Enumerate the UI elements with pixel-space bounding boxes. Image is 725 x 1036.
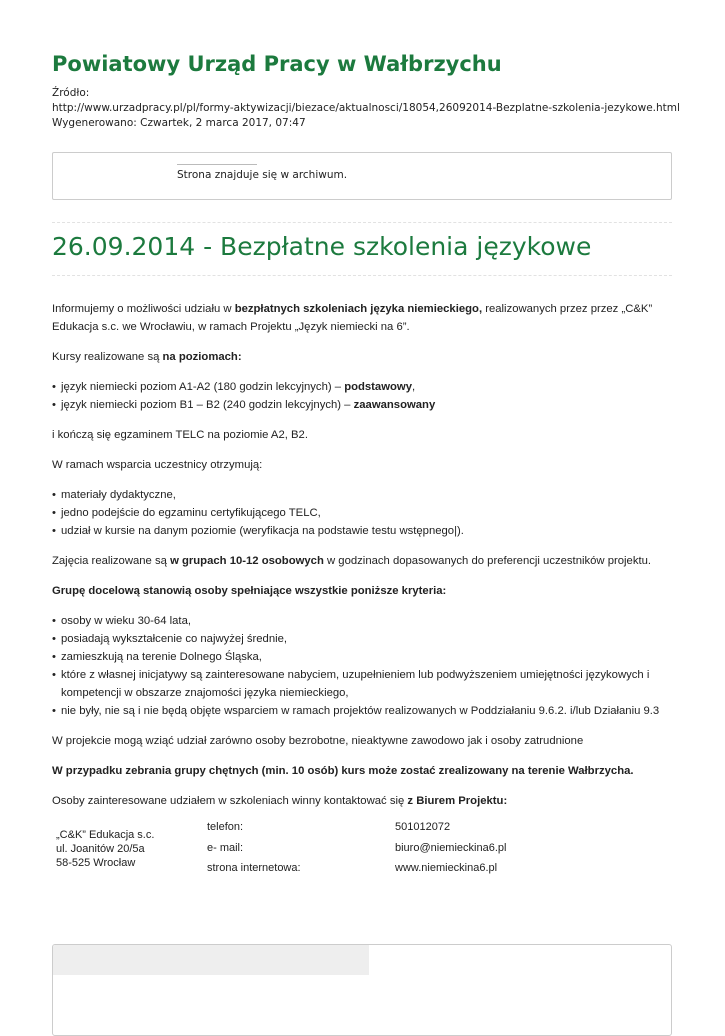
list-item xyxy=(52,396,677,414)
org-address xyxy=(56,828,154,870)
groups-paragraph xyxy=(52,552,677,570)
generated-date: Wygenerowano: Czwartek, 2 marca 2017, 07:47 xyxy=(52,117,306,129)
title-divider-bottom xyxy=(52,275,672,276)
site-title: Powiatowy Urząd Pracy w Wałbrzychu xyxy=(52,52,502,76)
email-value: biuro@niemieckina6.pl xyxy=(395,842,507,854)
title-divider-top xyxy=(52,222,672,223)
level-text: język niemiecki poziom B1 – B2 (240 godzin lekcyjnych) – xyxy=(61,399,354,411)
org-city: 58-525 Wrocław xyxy=(56,857,136,869)
footer-shade xyxy=(53,945,369,975)
article-title: 26.09.2014 - Bezpłatne szkolenia językowe xyxy=(52,232,592,261)
archive-divider xyxy=(177,164,257,165)
www-value: www.niemieckina6.pl xyxy=(395,862,498,874)
source-url: http://www.urzadpracy.pl/pl/formy-aktywizacji/biezace/aktualnosci/18054,26092014-Bezplatne-szkolenia-jezykowe.html xyxy=(52,102,680,114)
level-bold: podstawowy xyxy=(344,381,412,393)
archive-notice-box xyxy=(52,152,672,200)
org-name: „C&K” Edukacja s.c. xyxy=(56,829,155,841)
list-item: • posiadają wykształcenie co najwyżej średnie, xyxy=(52,630,677,648)
walbrzych-note-text: W przypadku zebrania grupy chętnych (min. 10 osób) kurs może zostać zrealizowany na terenie Wałbrzycha. xyxy=(52,765,634,777)
levels-list xyxy=(52,378,677,414)
intro-paragraph xyxy=(52,300,677,336)
levels-intro-text: Kursy realizowane są xyxy=(52,351,163,363)
exam-paragraph: i kończą się egzaminem TELC na poziomie A2, B2. xyxy=(52,429,308,441)
target-group-heading xyxy=(52,582,677,600)
list-item: • które z własnej inicjatywy są zainteresowane nabyciem, uzupełnieniem lub podwyższeniem umiejętności językowych i kompetencji w obszarze znajomości języka niemieckiego, xyxy=(52,666,677,702)
contact-table xyxy=(52,818,672,888)
intro-text-end: realizowanych przez przez „C&K” Edukacja s.c. we Wrocławiu, w ramach Projektu „Język niemiecki na 6”. xyxy=(52,303,653,333)
phone-value: 501012072 xyxy=(395,821,451,833)
list-item: • jedno podejście do egzaminu certyfikującego TELC, xyxy=(52,504,677,522)
contact-intro-bold: z Biurem Projektu: xyxy=(407,795,508,807)
support-list xyxy=(52,486,677,540)
source-meta xyxy=(52,86,680,131)
contact-intro xyxy=(52,792,677,810)
target-heading-text: Grupę docelową stanowią osoby spełniające wszystkie poniższe kryteria: xyxy=(52,585,447,597)
groups-text-end: w godzinach dopasowanych do preferencji uczestników projektu. xyxy=(323,555,652,567)
levels-intro-bold: na poziomach: xyxy=(162,351,242,363)
groups-text: Zajęcia realizowane są xyxy=(52,555,171,567)
org-street: ul. Joanitów 20/5a xyxy=(56,843,145,855)
list-item xyxy=(52,378,677,396)
article-body xyxy=(52,300,677,810)
archive-notice: Strona znajduje się w archiwum. xyxy=(177,169,348,181)
groups-bold: w grupach 10-12 osobowych xyxy=(170,555,324,567)
phone-label: telefon: xyxy=(207,821,244,833)
footer-box xyxy=(52,944,672,1036)
intro-bold: bezpłatnych szkoleniach języka niemieckiego, xyxy=(234,303,483,315)
list-item: • nie były, nie są i nie będą objęte wsparciem w ramach projektów realizowanych w Poddziałaniu 9.6.2. i/lub Działaniu 9.3 xyxy=(52,702,677,720)
criteria-list xyxy=(52,612,677,720)
levels-intro xyxy=(52,348,677,366)
contact-intro-text: Osoby zainteresowane udziałem w szkoleniach winny kontaktować się xyxy=(52,795,408,807)
source-label: Źródło: xyxy=(52,87,90,99)
walbrzych-note xyxy=(52,762,677,780)
intro-text: Informujemy o możliwości udziału w xyxy=(52,303,235,315)
email-label: e- mail: xyxy=(207,842,244,854)
participants-paragraph: W projekcie mogą wziąć udział zarówno osoby bezrobotne, nieaktywne zawodowo jak i osoby zatrudnione xyxy=(52,735,584,747)
list-item: • osoby w wieku 30-64 lata, xyxy=(52,612,677,630)
level-bold: zaawansowany xyxy=(353,399,436,411)
support-intro: W ramach wsparcia uczestnicy otrzymują: xyxy=(52,459,263,471)
www-label: strona internetowa: xyxy=(207,862,301,874)
list-item: • materiały dydaktyczne, xyxy=(52,486,677,504)
level-text: język niemiecki poziom A1-A2 (180 godzin lekcyjnych) – xyxy=(61,381,345,393)
level-punct: , xyxy=(411,381,416,393)
list-item: • udział w kursie na danym poziomie (weryfikacja na podstawie testu wstępnego|). xyxy=(52,522,677,540)
list-item: • zamieszkują na terenie Dolnego Śląska, xyxy=(52,648,677,666)
